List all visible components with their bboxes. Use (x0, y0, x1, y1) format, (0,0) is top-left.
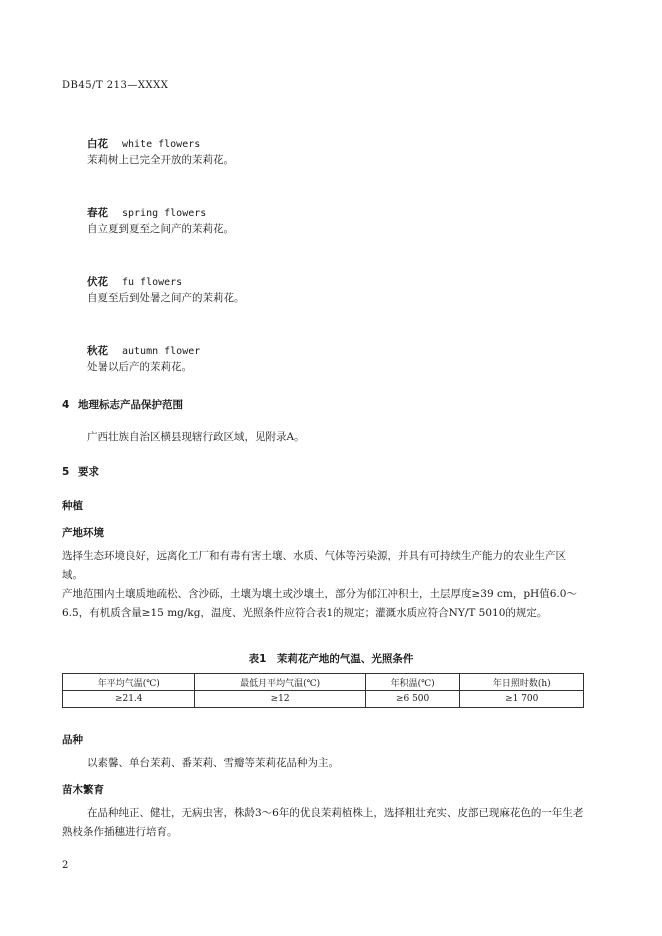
environment-paragraph-1: 选择生态环境良好，远离化工厂和有毒有害土壤、水质、气体等污染源，并具有可持续生产能力的农业生产区域。 (62, 550, 566, 581)
table-header-cell: 年平均气温(℃) (63, 674, 195, 691)
term-en: autumn flower (122, 346, 201, 357)
term-en: spring flowers (122, 208, 207, 219)
section-4-heading (62, 397, 183, 412)
table-header-row (63, 674, 584, 691)
subheading-environment: 产地环境 (62, 527, 104, 539)
term-zh: 白花 (87, 138, 108, 150)
term-definition: 处暑以后产的茉莉花。 (87, 361, 192, 373)
table-caption: 表1 茉莉花产地的气温、光照条件 (248, 653, 414, 665)
section-5-heading (62, 464, 99, 479)
seedling-text: 在品种纯正、健壮，无病虫害，株龄3～6年的优良茉莉植株上，选择粗壮充实、皮部已现麻花色的一年生老熟枝条作插穗进行培育。 (62, 807, 584, 838)
term-definition: 茉莉树上已完全开放的茉莉花。 (87, 154, 234, 166)
table-cell: ≥21.4 (63, 691, 195, 708)
section-number: 5 (62, 466, 70, 478)
section-4-text: 广西壮族自治区横县现辖行政区域，见附录A。 (87, 431, 305, 443)
table-header-cell: 年日照时数(h) (460, 674, 584, 691)
document-code: DB45/T 213—XXXX (62, 80, 169, 91)
variety-text: 以素馨、单台茉莉、番茉莉、雪瓣等茉莉花品种为主。 (87, 757, 339, 769)
environment-paragraph-2: 产地范围内土壤质地疏松、含沙砾，土壤为壤土或沙壤土，部分为郁江冲积土，土层厚度≥39 cm，pH值6.0～6.5，有机质含量≥15 mg/kg，温度、光照条件应符合表1的规定；灌溉水质应符合NY/T 5010的规定。 (62, 588, 577, 619)
climate-table (62, 673, 584, 708)
term-definition: 自立夏到夏至之间产的茉莉花。 (87, 223, 234, 235)
term-en: white flowers (122, 139, 201, 150)
section-title: 地理标志产品保护范围 (78, 399, 183, 411)
page-number: 2 (62, 860, 69, 871)
term-fu-flowers (87, 274, 182, 289)
term-zh: 伏花 (87, 276, 108, 288)
table-row (63, 691, 584, 708)
subheading-seedling: 苗木繁育 (62, 784, 104, 796)
table-header-cell: 最低月平均气温(℃) (195, 674, 365, 691)
term-zh: 春花 (87, 207, 108, 219)
table-cell: ≥6 500 (365, 691, 460, 708)
table-header-cell: 年积温(℃) (365, 674, 460, 691)
section-number: 4 (62, 399, 70, 411)
term-definition: 自夏至后到处暑之间产的茉莉花。 (87, 292, 245, 304)
term-white-flowers (87, 136, 200, 151)
table-cell: ≥12 (195, 691, 365, 708)
term-autumn-flower (87, 343, 200, 358)
term-spring-flowers (87, 205, 206, 220)
section-title: 要求 (78, 466, 99, 478)
subheading-variety: 品种 (62, 734, 83, 746)
term-zh: 秋花 (87, 345, 108, 357)
table-cell: ≥1 700 (460, 691, 584, 708)
term-en: fu flowers (122, 277, 183, 288)
subheading-planting: 种植 (62, 500, 83, 512)
